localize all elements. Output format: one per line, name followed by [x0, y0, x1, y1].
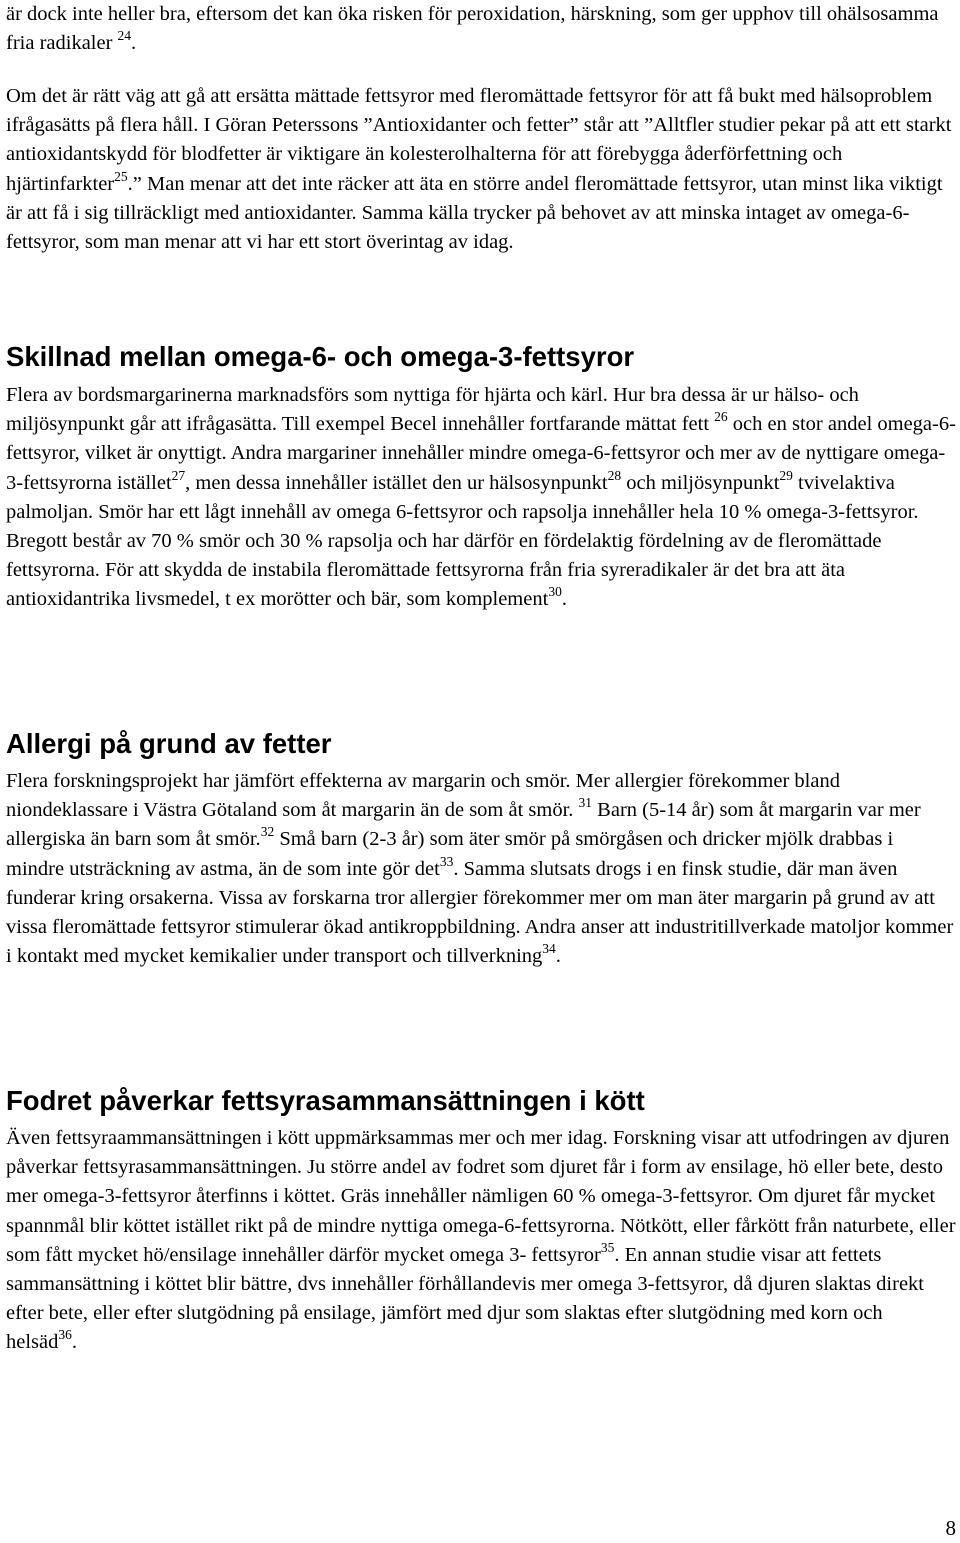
section-heading-omega: Skillnad mellan omega-6- och omega-3-fettsyror: [6, 341, 635, 372]
footnote-reference: 27: [171, 467, 186, 483]
footnote-reference: 34: [542, 941, 556, 957]
footnote-reference: 32: [260, 824, 275, 840]
text-run: .: [555, 945, 561, 968]
footnote-reference: 30: [548, 584, 562, 600]
text-run: Flera forskningsprojekt har jämfört effekterna av margarin och smör. Mer allergier förekommer bland niondeklassare i Västra Götaland som åt margarin än de som åt smör.: [6, 770, 840, 822]
text-run: Flera av bordsmargarinerna marknadsförs som nyttiga för hjärta och kärl. Hur bra dessa är ur hälso- och miljösynpunkt går att ifrågasätta. Till exempel Becel innehåller fortfarande mättat fett: [6, 384, 859, 436]
text-run: Barn (5-14 år) som åt margarin var mer allergiska än barn som åt smör.: [6, 799, 921, 851]
text-run: är dock inte heller bra, eftersom det kan öka risken för peroxidation, härskning, som ger upphov till ohälsosamma fria radikaler: [6, 3, 939, 55]
footnote-reference: 28: [607, 467, 622, 483]
text-run: . Samma slutsats drogs i en finsk studie, där man även funderar kring orsakerna. Vissa av forskarna tror allergier förekommer mer om man äter margarin på grund av att vissa fleromättade fettsyror stimulerar ökad antikroppbildning. Andra anser att industritillverkade matoljor kommer i kontakt med mycket kemikalier under transport och tillverkning: [6, 857, 954, 968]
text-run: tvivelaktiva palmoljan. Smör har ett lågt innehåll av omega 6-fettsyror och rapsolja innehåller hela 10 % omega-3-fettsyror. Bregott består av 70 % smör och 30 % rapsolja och har därför en fördelaktig fördelning av de fleromättade fettsyrorna. För att skydda de instabila fleromättade fettsyrorna från fria syreradikaler är det bra att äta antioxidantrika livsmedel, t ex morötter och bär, som komplement: [6, 471, 919, 611]
footnote-reference: 31: [578, 795, 593, 811]
section-body-allergy: [6, 767, 956, 971]
section-body-omega: [6, 381, 956, 615]
text-run: .: [71, 1331, 77, 1354]
section-body-feed: [6, 1124, 956, 1358]
text-run: och en stor andel omega-6-fettsyror, vilket är onyttigt. Andra margariner innehåller mindre omega-6-fettsyror och mer av de nyttigare omega-3-fettsyrorna istället: [6, 413, 956, 494]
footnote-reference: 26: [714, 409, 728, 425]
text-run: .: [131, 32, 137, 55]
footnote-reference: 24: [117, 28, 132, 44]
text-run: . En annan studie visar att fettets sammansättning i köttet blir bättre, dvs innehåller förhållandevis mer omega 3-fettsyror, då djuren slaktas direkt efter bete, eller efter slutgödning på ensilage, jämfört med djur som slaktas efter slutgödning med korn och helsäd: [6, 1243, 924, 1354]
page-number: 8: [945, 1516, 956, 1540]
intro-paragraph-2: [6, 82, 956, 257]
footnote-reference: 35: [600, 1239, 615, 1255]
footnote-reference: 36: [58, 1327, 72, 1343]
text-run: Om det är rätt väg att gå att ersätta mättade fettsyror med fleromättade fettsyror för att få bukt med hälsoproblem ifrågasätts på flera håll. I Göran Peterssons ”Antioxidanter och fetter” står att ”Alltfler studier pekar på att ett starkt antioxidantskydd för blodfetter är viktigare än kolesterolhalterna för att förebygga åderförfettning och hjärtinfarkter: [6, 85, 952, 195]
section-heading-allergy: Allergi på grund av fetter: [6, 728, 332, 759]
text-run: och miljösynpunkt: [621, 471, 780, 494]
text-run: Små barn (2-3 år) som äter smör på smörgåsen och dricker mjölk drabbas i mindre utsträckning av astma, än de som inte gör det: [6, 828, 894, 880]
text-run: .: [561, 588, 567, 611]
text-run: Även fettsyraammansättningen i kött uppmärksammas mer och mer idag. Forskning visar att utfodringen av djuren påverkar fettsyrasammansättningen. Ju större andel av fodret som djuret får i form av ensilage, hö eller bete, desto mer omega-3-fettsyror återfinns i köttet. Gräs innehåller nämligen 60 % omega-3-fettsyror. Om djuret får mycket spannmål blir köttet istället rikt på de mindre nyttiga omega-6-fettsyrorna. Nötkött, eller fårkött från naturbete, eller som fått mycket hö/ensilage innehåller därför mycket omega 3- fettsyror: [6, 1127, 956, 1266]
footnote-reference: 25: [114, 168, 128, 184]
section-heading-feed: Fodret påverkar fettsyrasammansättningen i kött: [6, 1085, 645, 1116]
text-run: .” Man menar att det inte räcker att äta en större andel fleromättade fettsyror, utan minst lika viktigt är att få i sig tillräckligt med antioxidanter. Samma källa trycker på behovet av att minska intaget av omega-6-fettsyror, som man menar att vi har ett stort överintag av idag.: [6, 172, 943, 254]
text-run: , men dessa innehåller istället den ur hälsosynpunkt: [185, 471, 608, 494]
footnote-reference: 33: [439, 853, 454, 869]
footnote-reference: 29: [779, 467, 793, 483]
intro-paragraph-1: [6, 0, 956, 58]
